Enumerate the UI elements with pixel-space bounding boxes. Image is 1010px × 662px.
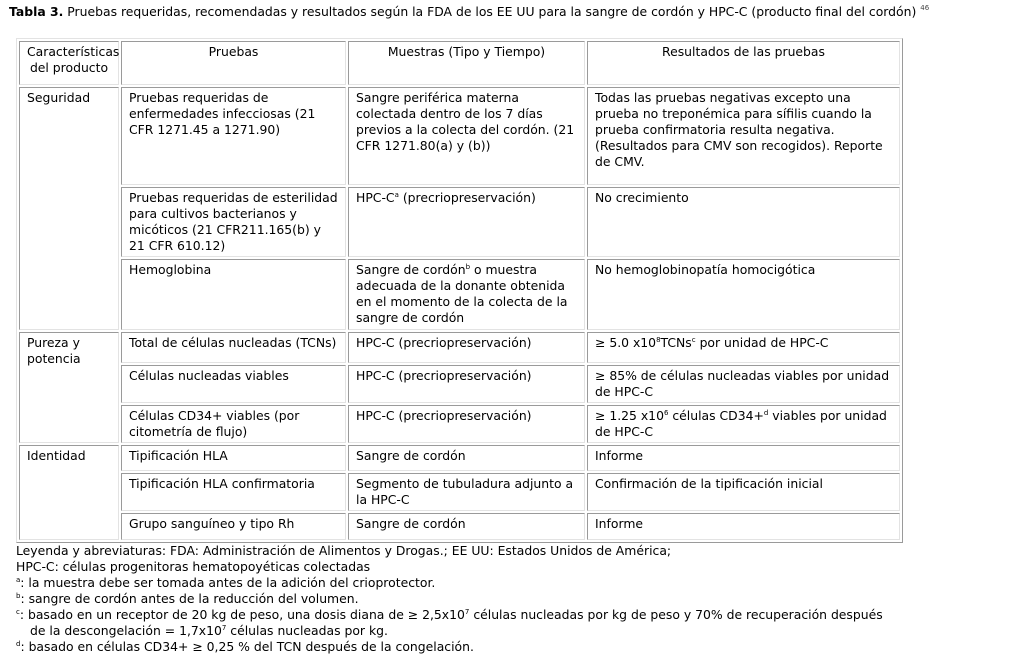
result-text-2: (Resultados para CMV son recogidos). Reporte de CMV. — [595, 138, 883, 170]
reference-number: 46 — [920, 4, 930, 12]
result-text: células CD34+ — [668, 407, 764, 423]
table-row — [19, 87, 900, 185]
result-text: por unidad de HPC-C — [695, 334, 829, 350]
sample-cell: HPC-C (precriopreservación) — [348, 332, 585, 363]
result-text: viables por unidad de HPC-C — [595, 407, 887, 439]
footnote-mark: b — [465, 263, 471, 272]
legend-hpc: HPC-C: células progenitoras hematopoyéticas colectadas — [16, 559, 371, 574]
sample-cell: Sangre de cordón — [348, 445, 585, 471]
result-text: ≥ 5.0 x10 — [595, 334, 657, 350]
header-tests: Pruebas — [121, 41, 346, 85]
footnote-text: células nucleadas por kg. — [226, 623, 388, 638]
result-cell — [587, 87, 900, 185]
result-cell — [587, 332, 900, 363]
test-cell: Hemoglobina — [121, 259, 346, 329]
footnote-c-continued — [16, 623, 996, 639]
footnote-text: : sangre de cordón antes de la reducción del volumen. — [20, 591, 359, 606]
characteristic-cell: Seguridad — [19, 87, 119, 329]
sample-cell — [348, 187, 585, 257]
table-label: Tabla 3. — [9, 4, 64, 19]
footnote-text: : basado en un receptor de 20 kg de peso, una dosis diana de ≥ 2,5x10 — [19, 607, 465, 622]
result-cell: No crecimiento — [587, 187, 900, 257]
footnote-text: : la muestra debe ser tomada antes de la adición del crioprotector. — [20, 575, 436, 590]
sample-cell: HPC-C (precriopreservación) — [348, 365, 585, 403]
footnote-b — [16, 591, 996, 607]
footnote-d — [16, 639, 996, 655]
test-cell: Células nucleadas viables — [121, 365, 346, 403]
test-cell: Células CD34+ viables (por citometría de flujo) — [121, 405, 346, 443]
exponent: 7 — [464, 608, 470, 616]
footnote-mark: d — [763, 408, 769, 417]
table-row — [19, 473, 900, 511]
sample-text: (precriopreservación) — [398, 190, 536, 206]
test-cell: Pruebas requeridas de esterilidad para cultivos bacterianos y micóticos (21 CFR211.165(b) y 21 CFR 610.12) — [121, 187, 346, 257]
requirements-table — [16, 38, 903, 543]
header-samples: Muestras (Tipo y Tiempo) — [348, 41, 585, 85]
legend-abbreviations: Leyenda y abreviaturas: FDA: Administración de Alimentos y Drogas.; EE UU: Estados Unidos de América; — [16, 543, 672, 558]
test-cell: Grupo sanguíneo y tipo Rh — [121, 513, 346, 540]
sample-cell — [348, 259, 585, 329]
header-results: Resultados de las pruebas — [587, 41, 900, 85]
footnote-mark: c — [16, 608, 20, 616]
header-characteristics: Características del producto — [19, 41, 119, 85]
characteristic-cell: Identidad — [19, 445, 119, 540]
table-row — [19, 187, 900, 257]
table-caption — [9, 4, 929, 20]
footnote-mark: c — [691, 335, 696, 344]
footnote-text: células nucleadas por kg de peso y 70% de recuperación después — [469, 607, 883, 622]
exponent: 8 — [656, 335, 661, 344]
test-cell: Total de células nucleadas (TCNs) — [121, 332, 346, 363]
characteristic-cell: Pureza y potencia — [19, 332, 119, 443]
result-cell: No hemoglobinopatía homocigótica — [587, 259, 900, 329]
result-text: ≥ 1.25 x10 — [595, 407, 664, 423]
header-row — [19, 41, 900, 85]
table-row — [19, 365, 900, 403]
table-row — [19, 405, 900, 443]
test-cell: Tipificación HLA — [121, 445, 346, 471]
sample-text: HPC-C — [356, 190, 395, 206]
exponent: 6 — [663, 408, 669, 417]
footnote-text: de la descongelación = 1,7x10 — [30, 623, 222, 638]
sample-text: o muestra adecuada de la donante obtenida en el momento de la colecta de la sangre de cordón — [356, 262, 568, 326]
sample-cell: Segmento de tubuladura adjunto a la HPC-C — [348, 473, 585, 511]
result-text: TCNs — [660, 334, 692, 350]
footnote-mark: b — [16, 592, 21, 600]
result-cell: ≥ 85% de células nucleadas viables por unidad de HPC-C — [587, 365, 900, 403]
footnote-mark: a — [16, 576, 21, 584]
table-row — [19, 445, 900, 471]
table-title: Pruebas requeridas, recomendadas y resultados según la FDA de los EE UU para la sangre de cordón y HPC-C (producto final del cordón) — [63, 4, 921, 19]
result-text: Todas las pruebas negativas excepto una prueba no treponémica para sífilis cuando la prueba confirmatoria resulta negativa. — [595, 90, 872, 138]
table-row — [19, 513, 900, 540]
sample-cell: HPC-C (precriopreservación) — [348, 405, 585, 443]
table-row — [19, 259, 900, 329]
test-cell: Pruebas requeridas de enfermedades infecciosas (21 CFR 1271.45 a 1271.90) — [121, 87, 346, 185]
result-cell: Confirmación de la tipificación inicial — [587, 473, 900, 511]
sample-cell: Sangre de cordón — [348, 513, 585, 540]
footnote-a — [16, 575, 996, 591]
table-row — [19, 332, 900, 363]
test-cell: Tipificación HLA confirmatoria — [121, 473, 346, 511]
result-cell — [587, 405, 900, 443]
result-cell: Informe — [587, 513, 900, 540]
sample-text: Sangre de cordón — [356, 262, 466, 278]
footnote-mark: a — [394, 191, 399, 200]
footnote-text: : basado en células CD34+ ≥ 0,25 % del TCN después de la congelación. — [20, 639, 474, 654]
exponent: 7 — [221, 624, 227, 632]
footnote-c — [16, 607, 996, 623]
table-legend — [16, 543, 996, 655]
result-cell: Informe — [587, 445, 900, 471]
footnote-mark: d — [16, 640, 21, 648]
sample-cell: Sangre periférica materna colectada dentro de los 7 días previos a la colecta del cordón. (21 CFR 1271.80(a) y (b)) — [348, 87, 585, 185]
